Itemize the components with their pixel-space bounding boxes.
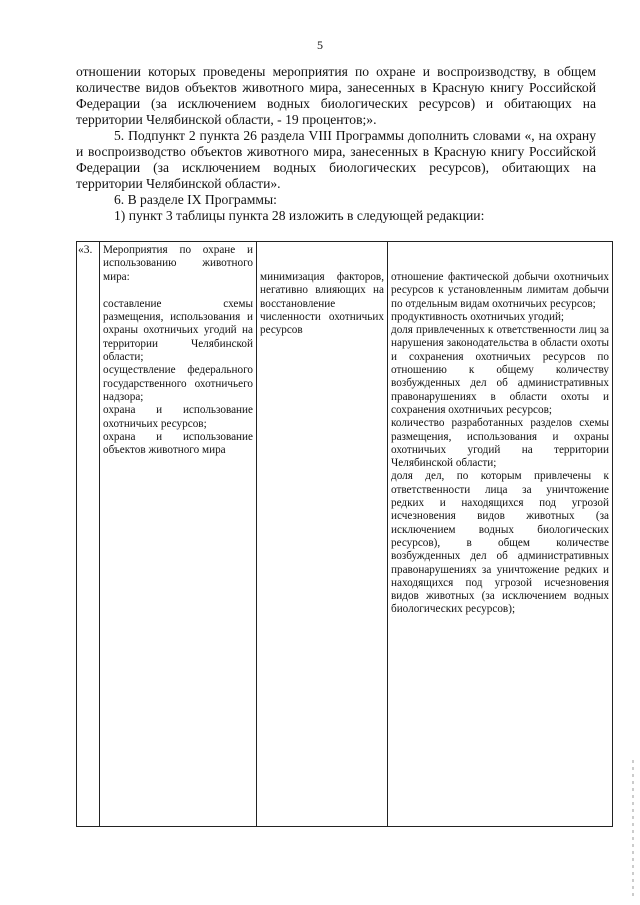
indicator-item: продуктивность охотничьих угодий; (391, 310, 565, 323)
measure-item: охрана и использование объектов животного мира (103, 430, 253, 457)
row-number-cell: «3. (77, 242, 100, 827)
indicator-item: доля привлеченных к ответственности лиц за нарушения законодательства в области охоты и сохранения охотничьих ресурсов по отношению к общему количеству возбужденных дел об административных правонарушениях в области охоты и сохранения охотничьих ресурсов; (391, 324, 609, 416)
expected-result: минимизация факторов, негативно влияющих на восстановление численности охотничьих ресурсов (260, 271, 384, 337)
measures-cell (100, 242, 257, 827)
document-body (76, 64, 596, 224)
table-row (77, 242, 613, 827)
paragraph: 1) пункт 3 таблицы пункта 28 изложить в следующей редакции: (114, 208, 485, 223)
scan-edge-mark (632, 760, 634, 900)
indicator-item: количество разработанных разделов схемы размещения, использования и охраны охотничьих угодий на территории Челябинской области; (391, 417, 609, 470)
section-heading: Мероприятия по охране и использованию животного мира: (103, 244, 253, 283)
measure-item: осуществление федерального государственного охотничьего надзора; (103, 364, 253, 403)
paragraph: 6. В разделе IX Программы: (114, 192, 277, 207)
paragraph: отношении которых проведены мероприятия по охране и воспроизводству, в общем количестве видов объектов животного мира, занесенных в Красную книгу Российской Федерации (за исключением водных биологических ресурсов) и обитающих на территории Челябинской области, - 19 процентов;». (76, 64, 596, 127)
indicator-item: доля дел, по которым привлечены к ответственности лица за уничтожение редких и находящихся под угрозой исчезновения видов животных (за исключением водных биологических ресурсов), в общем количестве возбужденных дел об административных правонарушениях за уничтожение редких и находящихся под угрозой исчезновения видов животных (за исключением водных биологических ресурсов); (391, 470, 609, 616)
page-number: 5 (317, 38, 323, 52)
paragraph: 5. Подпункт 2 пункта 26 раздела VIII Программы дополнить словами «, на охрану и воспроизводство объектов животного мира, занесенных в Красную книгу Российской Федерации (за исключением водных биологических ресурсов), обитающих на территории Челябинской области». (76, 128, 596, 191)
measure-item: охрана и использование охотничьих ресурсов; (103, 404, 253, 430)
program-table (76, 241, 613, 827)
results-cell (257, 242, 388, 827)
indicator-item: отношение фактической добычи охотничьих ресурсов к установленным лимитам добычи по отдельным видам охотничьих ресурсов; (391, 271, 609, 310)
measure-item: составление схемы размещения, использования и охраны охотничьих угодий на территории Челябинской области; (103, 297, 253, 364)
indicators-cell (388, 242, 613, 827)
